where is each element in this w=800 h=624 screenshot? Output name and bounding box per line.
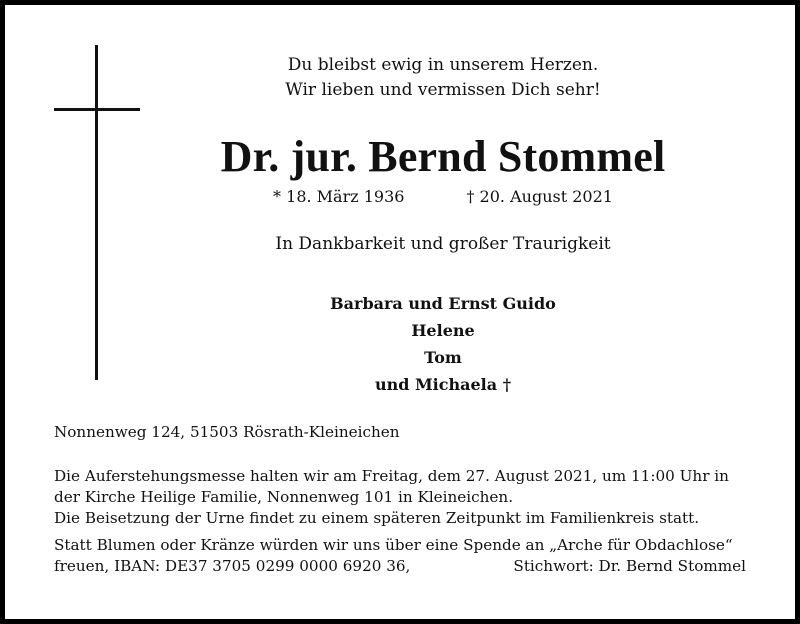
family-address: Nonnenweg 124, 51503 Rösrath-Kleineichen: [54, 423, 400, 441]
service-line: Die Beisetzung der Urne findet zu einem späteren Zeitpunkt im Familienkreis statt.: [54, 509, 700, 527]
mourner: Barbara und Ernst Guido: [330, 294, 556, 313]
death-date: † 20. August 2021: [466, 187, 613, 206]
donation-line-2: [54, 556, 746, 577]
motto: [140, 53, 746, 103]
mourner: Helene: [411, 321, 475, 340]
service-details: [54, 466, 746, 529]
life-dates: [140, 186, 746, 208]
dedication-line: In Dankbarkeit und großer Traurigkeit: [275, 234, 611, 254]
cross-icon: [95, 45, 98, 380]
service-line: der Kirche Heilige Familie, Nonnenweg 101 in Kleineichen.: [54, 488, 514, 506]
motto-line-1: Du bleibst ewig in unserem Herzen.: [287, 55, 599, 75]
service-line: Die Auferstehungsmesse halten wir am Freitag, dem 27. August 2021, um 11:00 Uhr in: [54, 467, 729, 485]
mourner: Tom: [424, 348, 462, 367]
mourners-list: [140, 290, 746, 398]
mourner: und Michaela †: [374, 375, 512, 394]
donation-keyword: Stichwort: Dr. Bernd Stommel: [513, 557, 746, 575]
donation-details: [54, 535, 746, 577]
birth-date: * 18. März 1936: [273, 187, 405, 206]
deceased-name: Dr. jur. Bernd Stommel: [220, 132, 666, 181]
motto-line-2: Wir lieben und vermissen Dich sehr!: [285, 80, 601, 100]
donation-line-1: Statt Blumen oder Kränze würden wir uns über eine Spende an „Arche für Obdachlose“: [54, 536, 733, 554]
donation-iban: freuen, IBAN: DE37 3705 0299 0000 6920 36,: [54, 557, 411, 575]
cross-icon-crossbar: [54, 108, 140, 111]
